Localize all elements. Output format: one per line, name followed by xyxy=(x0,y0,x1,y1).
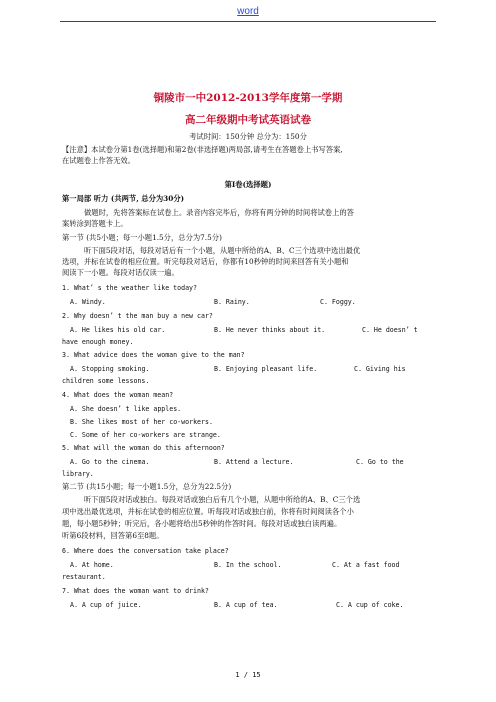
q7-option-c: C. A cup of coke. xyxy=(336,601,404,609)
q6-option-b: B. In the school. xyxy=(214,561,282,569)
q2-option-c-cont: have enough money. xyxy=(62,338,134,346)
q2-option-a: A. He likes his old car. xyxy=(70,326,166,334)
q4-option-a: A. She doesn’ t like apples. xyxy=(70,405,182,413)
q5-stem: 5. What will the woman do this afternoon? xyxy=(62,444,225,452)
title-line-1: 铜陵市一中2012-2013学年度第一学期 xyxy=(153,92,343,104)
q6-stem: 6. Where does the conversation take place? xyxy=(62,547,229,555)
section2-instr-3: 题，每小题5秒钟；听完后，各小题将给出5秒钟的作答时间。每段对话或独白读两遍。 xyxy=(62,519,342,528)
q3-option-a: A. Stopping smoking. xyxy=(70,365,150,373)
page-number: 1 / 15 xyxy=(235,671,261,679)
q3-option-c-cont: children some lessons. xyxy=(62,377,150,385)
q3-stem: 3. What advice does the woman give to the man? xyxy=(62,351,245,359)
q4-stem: 4. What does the woman mean? xyxy=(62,391,174,399)
section1-title: 第一节 (共5小题；每一小题1.5分，总分为7.5分) xyxy=(62,233,222,242)
q1-stem: 1. What’ s the weather like today? xyxy=(62,284,197,292)
part1-intro-1: 做题时，先将答案标在试卷上。录音内容完毕后，你将有两分钟的时间将试卷上的答 xyxy=(84,208,354,217)
volume-title: 第I卷(选择题) xyxy=(224,180,272,189)
section2-instr-1: 听下面5段对话或独白。每段对话或独白后有几个小题，从题中所给的A、B、C三个选 xyxy=(84,495,361,504)
q6-option-c-cont: restaurant. xyxy=(62,573,106,581)
q4-option-b: B. She likes most of her co-workers. xyxy=(70,418,213,426)
q1-option-b: B. Rainy. xyxy=(214,298,250,306)
q5-option-b: B. Attend a lecture. xyxy=(214,458,294,466)
q3-option-b: B. Enjoying pleasant life. xyxy=(214,365,318,373)
q5-option-a: A. Go to the cinema. xyxy=(70,458,150,466)
notice-line-2: 在试题卷上作答无效。 xyxy=(62,156,135,165)
q1-option-a: A. Windy. xyxy=(70,298,106,306)
q7-option-a: A. A cup of juice. xyxy=(70,601,142,609)
part1-title: 第一局部 听力 (共两节, 总分为30分) xyxy=(62,194,185,203)
section2-title: 第二节 (共15小题；每一小题1.5分，总分为22.5分) xyxy=(62,482,232,491)
q2-stem: 2. Why doesn’ t the man buy a new car? xyxy=(62,312,213,320)
q2-option-c: C. He doesn’ t xyxy=(362,326,418,334)
q1-option-c: C. Foggy. xyxy=(320,298,356,306)
header-divider xyxy=(60,21,436,22)
q5-option-c: C. Go to the xyxy=(356,458,404,466)
section1-instr-2: 选项，并标在试卷的相应位置。听完每段对话后，你都有10秒钟的时间来回答有关小题和 xyxy=(62,257,349,266)
q6-option-a: A. At home. xyxy=(70,561,114,569)
header-word-link[interactable]: word xyxy=(237,6,259,17)
notice-line-1: 【注意】本试卷分第1卷(选择题)和第2卷(非选择题)两局部,请考生在答题卷上书写答案, xyxy=(62,145,343,154)
section1-instr-3: 阅读下一小题。每段对话仅读一遍。 xyxy=(62,268,179,277)
section2-instr-4: 听第6段材料，回答第6至8题。 xyxy=(62,531,164,540)
q5-option-c-cont: library. xyxy=(62,470,94,478)
q7-option-b: B. A cup of tea. xyxy=(214,601,278,609)
exam-info: 考试时间：150分钟 总分为：150分 xyxy=(189,132,307,141)
q2-option-b: B. He never thinks about it. xyxy=(214,326,326,334)
section2-instr-2: 项中选出最优选项，并标在试卷的相应位置。听每段对话或独白前，你将有时间阅读各个小 xyxy=(62,507,354,516)
q3-option-c: C. Giving his xyxy=(354,365,406,373)
section1-instr-1: 听下面5段对话，每段对话后有一个小题，从题中所给的A、B、C三个选项中选出最优 xyxy=(84,246,361,255)
title-line-2: 高二年级期中考试英语试卷 xyxy=(185,114,311,126)
q6-option-c: C. At a fast food xyxy=(332,561,400,569)
q7-stem: 7. What does the woman want to drink? xyxy=(62,587,209,595)
part1-intro-2: 案转涂到答题卡上。 xyxy=(62,219,128,228)
q4-option-c: C. Some of her co-workers are strange. xyxy=(70,431,221,439)
